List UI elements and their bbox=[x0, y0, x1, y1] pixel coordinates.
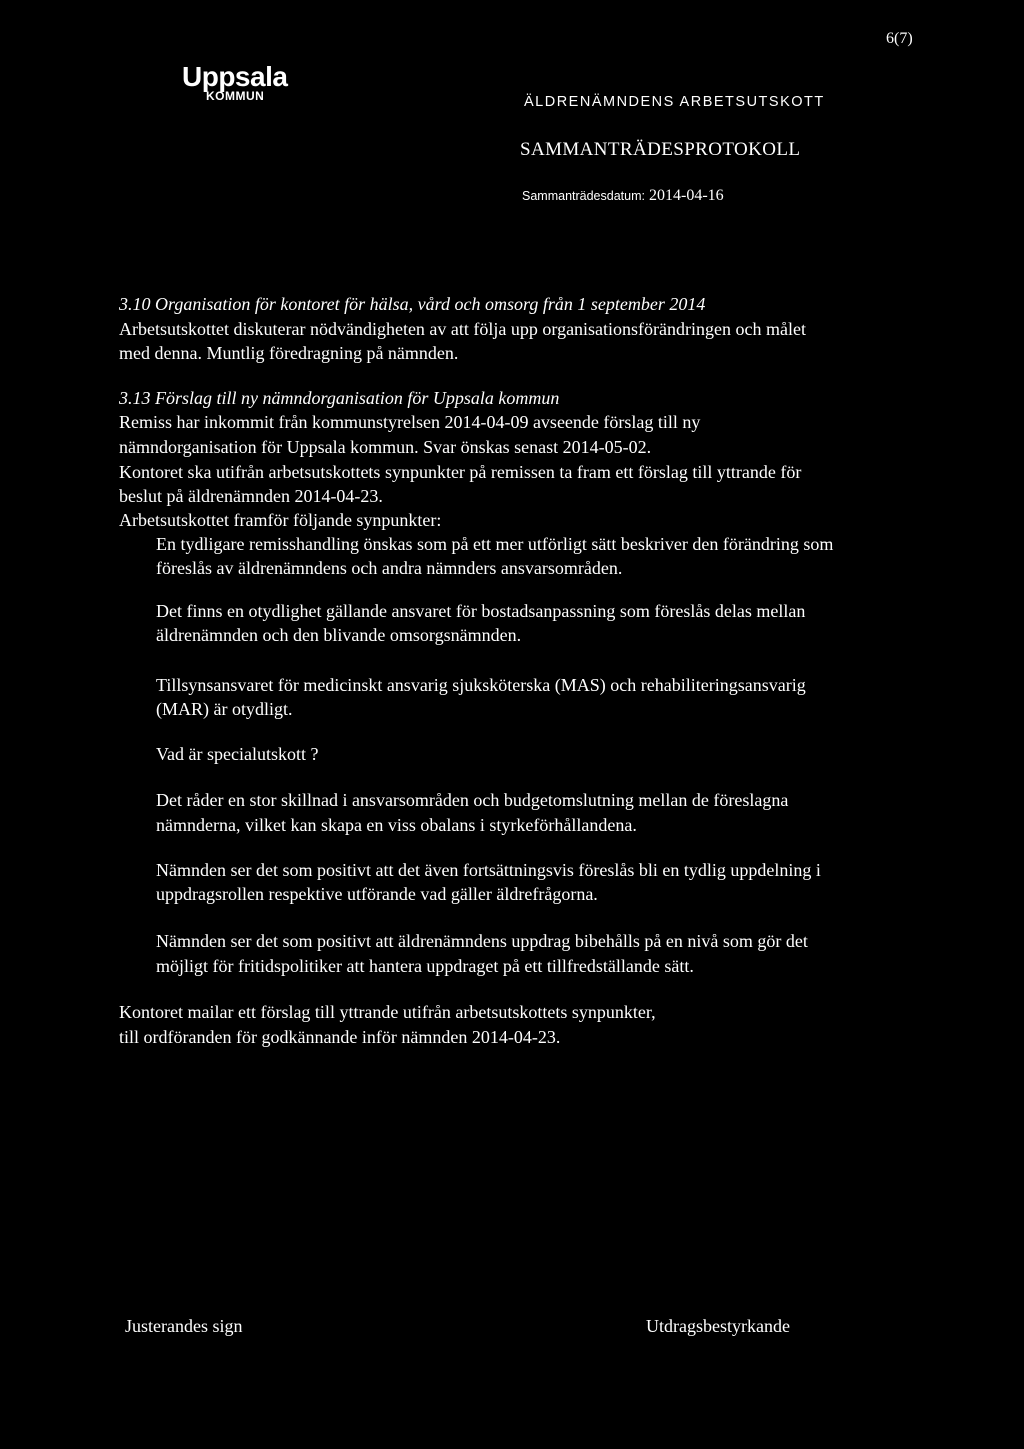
committee-name: ÄLDRENÄMNDENS ARBETSUTSKOTT bbox=[524, 94, 825, 110]
viewpoint-line: Nämnden ser det som positivt att äldrenämndens uppdrag bibehålls på en nivå som gör det bbox=[156, 931, 808, 951]
viewpoint-line: Vad är specialutskott ? bbox=[156, 744, 319, 764]
item-text-line: Arbetsutskottet diskuterar nödvändigheten av att följa upp organisationsförändringen och målet bbox=[119, 319, 806, 339]
item-text-line: Remiss har inkommit från kommunstyrelsen 2014-04-09 avseende förslag till ny bbox=[119, 412, 701, 432]
viewpoint-line: (MAR) är otydligt. bbox=[156, 699, 293, 719]
closing-line: Kontoret mailar ett förslag till yttrande utifrån arbetsutskottets synpunkter, bbox=[119, 1002, 656, 1022]
item-text-line: Arbetsutskottet framför följande synpunkter: bbox=[119, 510, 442, 530]
item-text-line: beslut på äldrenämnden 2014-04-23. bbox=[119, 486, 383, 506]
viewpoint-line: möjligt för fritidspolitiker att hantera uppdraget på ett tillfredställande sätt. bbox=[156, 956, 694, 976]
viewpoint-line: Nämnden ser det som positivt att det även fortsättningsvis föreslås bli en tydlig uppdelning i bbox=[156, 860, 821, 880]
closing-line: till ordföranden för godkännande inför nämnden 2014-04-23. bbox=[119, 1027, 561, 1047]
viewpoint-line: äldrenämnden och den blivande omsorgsnämnden. bbox=[156, 625, 522, 645]
logo-sub-text: KOMMUN bbox=[206, 89, 265, 103]
item-heading-3-13: 3.13 Förslag till ny nämndorganisation för Uppsala kommun bbox=[119, 388, 560, 408]
item-text-line: nämndorganisation för Uppsala kommun. Svar önskas senast 2014-05-02. bbox=[119, 437, 652, 457]
item-text-line: Kontoret ska utifrån arbetsutskottets synpunkter på remissen ta fram ett förslag till yttrande för bbox=[119, 462, 802, 482]
viewpoint-line: uppdragsrollen respektive utförande vad gäller äldrefrågorna. bbox=[156, 884, 598, 904]
logo-main-text: Uppsala bbox=[182, 61, 288, 92]
signature-label: Justerandes sign bbox=[125, 1316, 243, 1336]
meeting-date-label: Sammanträdesdatum: bbox=[522, 189, 645, 203]
viewpoint-line: Det råder en stor skillnad i ansvarsområden och budgetomslutning mellan de föreslagna bbox=[156, 790, 789, 810]
viewpoint-line: En tydligare remisshandling önskas som på ett mer utförligt sätt beskriver den förändring som bbox=[156, 534, 834, 554]
viewpoint-line: Det finns en otydlighet gällande ansvaret för bostadsanpassning som föreslås delas mellan bbox=[156, 601, 806, 621]
viewpoint-line: Tillsynsansvaret för medicinskt ansvarig sjuksköterska (MAS) och rehabiliteringsansvarig bbox=[156, 675, 806, 695]
certification-label: Utdragsbestyrkande bbox=[646, 1316, 790, 1336]
item-heading-3-10: 3.10 Organisation för kontoret för hälsa, vård och omsorg från 1 september 2014 bbox=[119, 294, 706, 314]
viewpoint-line: nämnderna, vilket kan skapa en viss obalans i styrkeförhållandena. bbox=[156, 815, 637, 835]
item-text-line: med denna. Muntlig föredragning på nämnden. bbox=[119, 343, 459, 363]
meeting-date-value: 2014-04-16 bbox=[648, 187, 724, 204]
document-type: SAMMANTRÄDESPROTOKOLL bbox=[520, 139, 801, 160]
viewpoint-line: föreslås av äldrenämndens och andra nämnders ansvarsområden. bbox=[156, 558, 623, 578]
page-number: 6(7) bbox=[886, 30, 913, 47]
uppsala-kommun-logo bbox=[182, 63, 352, 113]
meeting-date bbox=[522, 187, 724, 205]
